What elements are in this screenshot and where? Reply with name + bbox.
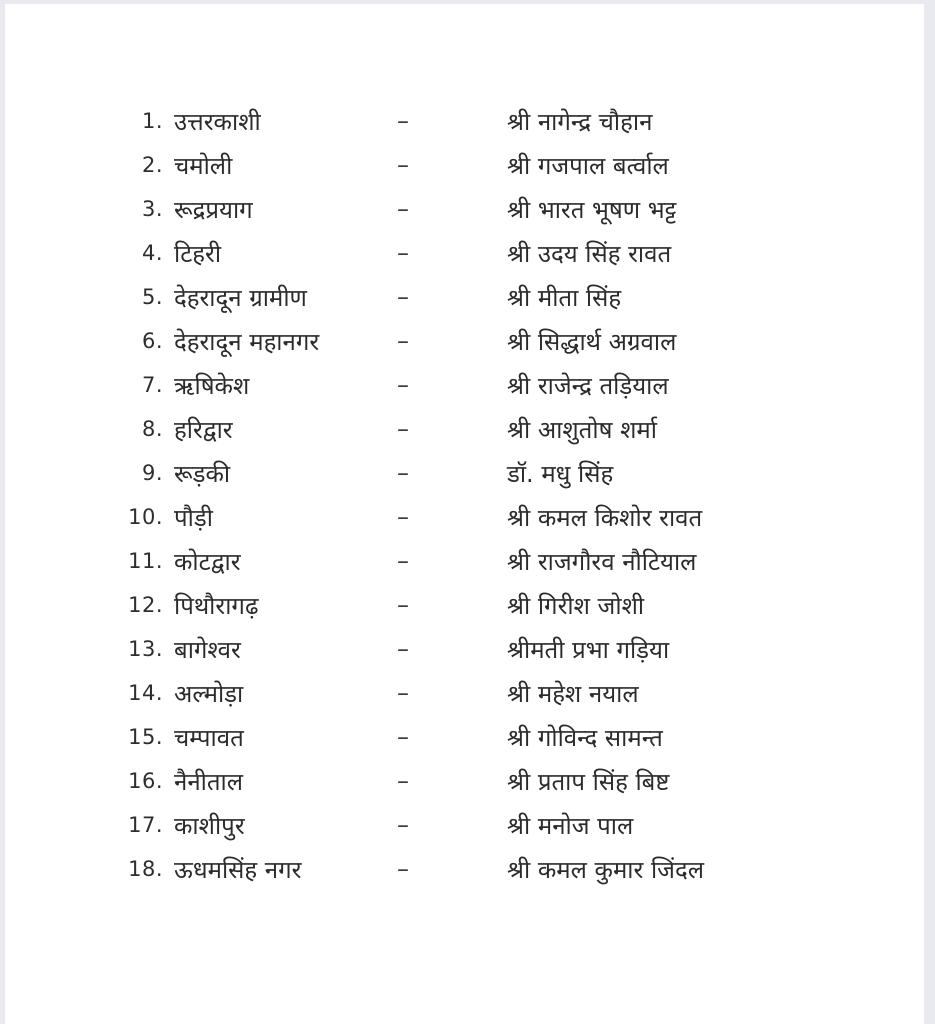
row-district: ऋषिकेश <box>174 371 250 400</box>
row-number: 11. <box>128 549 163 573</box>
row-dash-separator: – <box>397 767 409 795</box>
row-person-name: श्री आशुतोष शर्मा <box>507 415 657 444</box>
row-person-name: श्री राजगौरव नौटियाल <box>507 547 697 576</box>
row-district: नैनीताल <box>174 767 244 796</box>
row-person-name: श्री सिद्धार्थ अग्रवाल <box>507 327 677 356</box>
row-district: देहरादून महानगर <box>174 327 320 356</box>
row-person-name: श्री महेश नयाल <box>507 679 639 708</box>
row-dash-separator: – <box>397 855 409 883</box>
row-number: 6. <box>141 329 163 353</box>
row-dash-separator: – <box>397 459 409 487</box>
row-dash-separator: – <box>397 371 409 399</box>
row-dash-separator: – <box>397 107 409 135</box>
row-number: 5. <box>141 285 163 309</box>
list-row <box>5 319 924 363</box>
row-person-name: श्री प्रताप सिंह बिष्ट <box>507 767 670 796</box>
row-person-name: श्री गिरीश जोशी <box>507 591 645 620</box>
row-dash-separator: – <box>397 195 409 223</box>
list-row <box>5 583 924 627</box>
row-number: 8. <box>141 417 163 441</box>
row-dash-separator: – <box>397 503 409 531</box>
officials-list <box>5 99 924 891</box>
row-number: 14. <box>128 681 163 705</box>
row-person-name: श्री उदय सिंह रावत <box>507 239 672 268</box>
row-district: हरिद्वार <box>174 415 233 444</box>
row-person-name: श्री कमल कुमार जिंदल <box>507 855 705 884</box>
row-dash-separator: – <box>397 723 409 751</box>
list-row <box>5 143 924 187</box>
list-row <box>5 847 924 891</box>
row-district: बागेश्वर <box>174 635 241 664</box>
row-person-name: श्रीमती प्रभा गड़िया <box>507 635 670 664</box>
row-district: कोटद्वार <box>174 547 241 576</box>
row-number: 18. <box>128 857 163 881</box>
row-district: टिहरी <box>174 239 222 268</box>
row-district: उत्तरकाशी <box>174 107 261 136</box>
row-district: रूद्रप्रयाग <box>174 195 253 224</box>
row-district: पिथौरागढ़ <box>174 591 259 620</box>
row-number: 15. <box>128 725 163 749</box>
row-number: 10. <box>128 505 163 529</box>
row-number: 16. <box>128 769 163 793</box>
list-row <box>5 671 924 715</box>
row-dash-separator: – <box>397 811 409 839</box>
row-district: काशीपुर <box>174 811 245 840</box>
row-person-name: श्री गोविन्द सामन्त <box>507 723 663 752</box>
row-district: अल्मोड़ा <box>174 679 244 708</box>
list-row <box>5 539 924 583</box>
list-row <box>5 495 924 539</box>
row-dash-separator: – <box>397 415 409 443</box>
row-number: 3. <box>141 197 163 221</box>
row-dash-separator: – <box>397 635 409 663</box>
row-dash-separator: – <box>397 239 409 267</box>
row-dash-separator: – <box>397 151 409 179</box>
row-district: पौड़ी <box>174 503 213 532</box>
list-row <box>5 231 924 275</box>
list-row <box>5 363 924 407</box>
row-person-name: डॉ. मधु सिंह <box>507 459 614 488</box>
row-person-name: श्री मीता सिंह <box>507 283 622 312</box>
row-person-name: श्री कमल किशोर रावत <box>507 503 703 532</box>
list-row <box>5 275 924 319</box>
row-district: चम्पावत <box>174 723 244 752</box>
list-row <box>5 627 924 671</box>
row-number: 1. <box>141 109 163 133</box>
list-row <box>5 451 924 495</box>
row-person-name: श्री मनोज पाल <box>507 811 634 840</box>
list-row <box>5 759 924 803</box>
row-number: 4. <box>141 241 163 265</box>
row-district: ऊधमसिंह नगर <box>174 855 302 884</box>
list-row <box>5 803 924 847</box>
list-row <box>5 99 924 143</box>
row-person-name: श्री भारत भूषण भट्ट <box>507 195 677 224</box>
list-row <box>5 187 924 231</box>
row-dash-separator: – <box>397 547 409 575</box>
row-district: रूड़की <box>174 459 231 488</box>
row-dash-separator: – <box>397 327 409 355</box>
list-row <box>5 407 924 451</box>
row-person-name: श्री राजेन्द्र तड़ियाल <box>507 371 669 400</box>
row-number: 13. <box>128 637 163 661</box>
row-number: 2. <box>141 153 163 177</box>
row-district: देहरादून ग्रामीण <box>174 283 307 312</box>
row-district: चमोली <box>174 151 233 180</box>
row-number: 9. <box>141 461 163 485</box>
row-person-name: श्री नागेन्द्र चौहान <box>507 107 653 136</box>
row-dash-separator: – <box>397 591 409 619</box>
row-number: 12. <box>128 593 163 617</box>
row-number: 7. <box>141 373 163 397</box>
row-dash-separator: – <box>397 679 409 707</box>
row-person-name: श्री गजपाल बर्त्वाल <box>507 151 669 180</box>
list-row <box>5 715 924 759</box>
paper-sheet <box>5 4 924 1024</box>
row-dash-separator: – <box>397 283 409 311</box>
row-number: 17. <box>128 813 163 837</box>
